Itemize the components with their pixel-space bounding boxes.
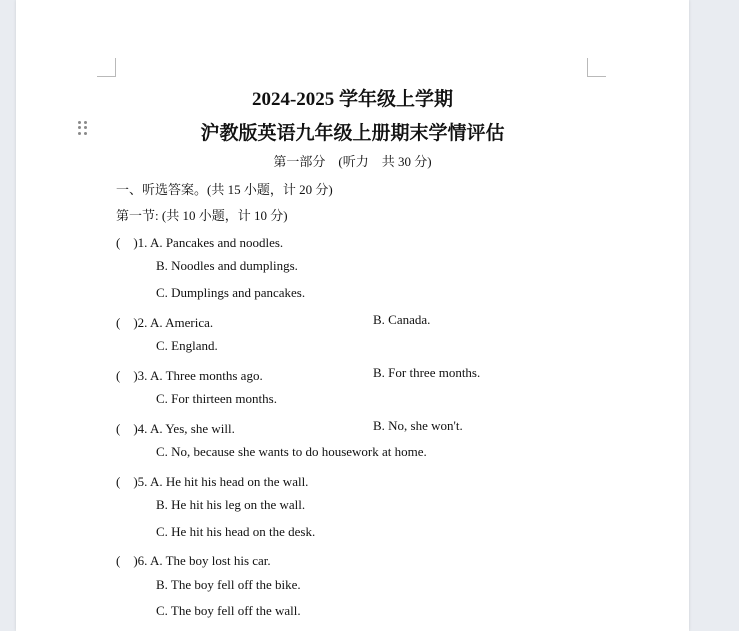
margin-corner-top-left	[97, 58, 116, 77]
question-6-option-c: C. The boy fell off the wall.	[156, 603, 301, 618]
margin-corner-top-right	[587, 58, 606, 77]
part-subtitle: 第一部分 (听力 共 30 分)	[273, 154, 432, 169]
question-4-option-a: ( )4. A. Yes, she will.	[116, 421, 235, 436]
question-4-option-c: C. No, because she wants to do housework at home.	[156, 444, 427, 459]
question-4-option-b: B. No, she won't.	[373, 418, 463, 433]
question-3-option-b: B. For three months.	[373, 365, 481, 380]
question-2-option-b: B. Canada.	[373, 312, 431, 327]
question-5-option-a: ( )5. A. He hit his head on the wall.	[116, 474, 309, 489]
title-line-1: 2024-2025 学年级上学期	[251, 89, 454, 110]
subsection-heading: 第一节: (共 10 小题，计 10 分)	[116, 208, 288, 223]
question-5-option-b: B. He hit his leg on the wall.	[156, 497, 306, 512]
title-line-2: 沪教版英语九年级上册期末学情评估	[200, 123, 505, 144]
section-heading: 一、听选答案。(共 15 小题，计 20 分)	[116, 182, 333, 197]
question-3-option-c: C. For thirteen months.	[156, 391, 277, 406]
document-page	[16, 0, 689, 631]
question-3-option-a: ( )3. A. Three months ago.	[116, 368, 263, 383]
question-6-option-b: B. The boy fell off the bike.	[156, 577, 301, 592]
question-6-option-a: ( )6. A. The boy lost his car.	[116, 553, 271, 568]
question-2-option-c: C. England.	[156, 338, 218, 353]
question-1-option-a: ( )1. A. Pancakes and noodles.	[116, 235, 284, 250]
question-2-option-a: ( )2. A. America.	[116, 315, 214, 330]
question-5-option-c: C. He hit his head on the desk.	[156, 524, 316, 539]
question-1-option-c: C. Dumplings and pancakes.	[156, 285, 306, 300]
question-1-option-b: B. Noodles and dumplings.	[156, 258, 298, 273]
